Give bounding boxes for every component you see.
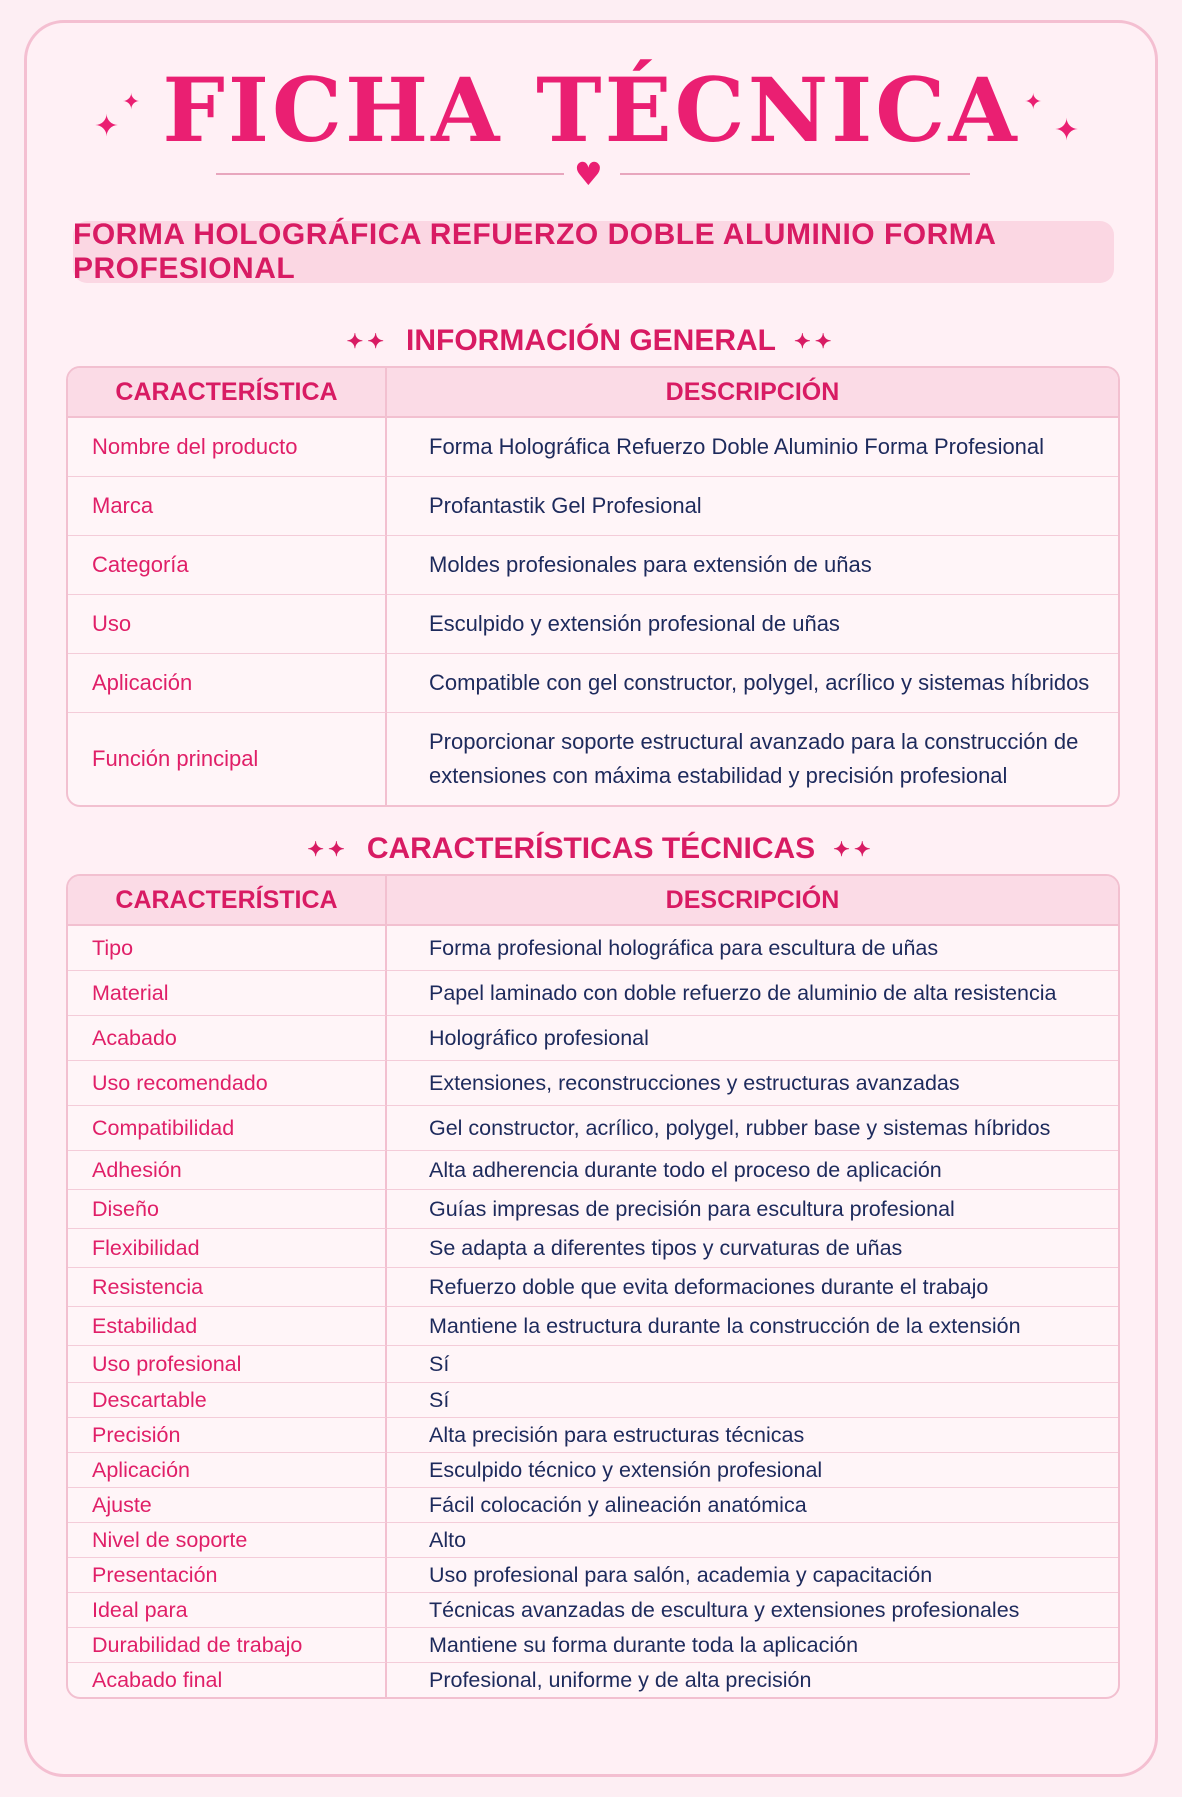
row-key: Aplicación <box>68 1453 387 1488</box>
row-value: Uso profesional para salón, academia y capacitación <box>387 1558 1118 1593</box>
row-key: Precisión <box>68 1418 387 1453</box>
row-key: Aplicación <box>68 654 387 713</box>
row-key: Flexibilidad <box>68 1229 387 1268</box>
row-key: Ajuste <box>68 1488 387 1523</box>
row-key: Uso recomendado <box>68 1061 387 1106</box>
row-key: Durabilidad de trabajo <box>68 1628 387 1663</box>
page-title: FICHA TÉCNICA <box>162 58 1020 162</box>
table-row <box>68 1593 1118 1628</box>
table-row <box>68 713 1118 805</box>
row-value: Refuerzo doble que evita deformaciones durante el trabajo <box>387 1268 1118 1307</box>
sparkle-icon: ✦ <box>94 109 120 144</box>
sparkle-icon: ✦ <box>122 90 141 115</box>
row-value: Holográfico profesional <box>387 1016 1118 1061</box>
sparkle-icon: ✦✦ <box>346 331 388 354</box>
row-value: Gel constructor, acrílico, polygel, rubber base y sistemas híbridos <box>387 1106 1118 1151</box>
technical-heading-label: CARACTERÍSTICAS TÉCNICAS <box>366 832 816 865</box>
table-row <box>68 418 1118 477</box>
table-row <box>68 1523 1118 1558</box>
row-value: Mantiene la estructura durante la construcción de la extensión <box>387 1307 1118 1346</box>
general-info-heading <box>0 321 1182 362</box>
table-row <box>68 536 1118 595</box>
row-key: Estabilidad <box>68 1307 387 1346</box>
table-row <box>68 1663 1118 1697</box>
sparkle-icon: ✦✦ <box>794 331 836 354</box>
row-key: Descartable <box>68 1383 387 1418</box>
table-row <box>68 595 1118 654</box>
row-value: Sí <box>387 1383 1118 1418</box>
column-header-description: DESCRIPCIÓN <box>387 876 1118 926</box>
row-key: Uso profesional <box>68 1346 387 1383</box>
table-row <box>68 1558 1118 1593</box>
row-value: Papel laminado con doble refuerzo de aluminio de alta resistencia <box>387 971 1118 1016</box>
row-value: Moldes profesionales para extensión de uñas <box>387 536 1118 595</box>
table-row <box>68 1307 1118 1346</box>
title-divider-right <box>620 173 970 175</box>
technical-heading <box>0 829 1182 870</box>
table-row <box>68 1016 1118 1061</box>
row-value: Mantiene su forma durante toda la aplicación <box>387 1628 1118 1663</box>
row-value: Extensiones, reconstrucciones y estructuras avanzadas <box>387 1061 1118 1106</box>
table-row <box>68 1268 1118 1307</box>
technical-table <box>66 874 1120 1699</box>
row-key: Función principal <box>68 713 387 805</box>
row-value: Profesional, uniforme y de alta precisión <box>429 1668 812 1692</box>
table-row <box>68 654 1118 713</box>
table-row <box>68 1628 1118 1663</box>
row-value: Profantastik Gel Profesional <box>387 477 1118 536</box>
product-name-banner: FORMA HOLOGRÁFICA REFUERZO DOBLE ALUMINIO FORMA PROFESIONAL <box>73 221 1114 283</box>
row-value: Alta adherencia durante todo el proceso de aplicación <box>387 1151 1118 1190</box>
row-key: Diseño <box>68 1190 387 1229</box>
row-key: Nombre del producto <box>68 418 387 477</box>
row-value: Forma profesional holográfica para escultura de uñas <box>387 926 1118 971</box>
row-key: Ideal para <box>68 1593 387 1628</box>
row-value: Técnicas avanzadas de escultura y extensiones profesionales <box>387 1593 1118 1628</box>
sparkle-icon: ✦✦ <box>307 839 349 862</box>
sparkle-icon: ✦ <box>1024 90 1043 115</box>
general-info-table <box>66 366 1120 807</box>
table-row <box>68 1190 1118 1229</box>
column-header-description: DESCRIPCIÓN <box>387 368 1118 418</box>
row-key: Nivel de soporte <box>68 1523 387 1558</box>
row-value: Se adapta a diferentes tipos y curvaturas de uñas <box>387 1229 1118 1268</box>
table-row <box>68 1106 1118 1151</box>
table-row <box>68 1346 1118 1383</box>
row-value: Compatible con gel constructor, polygel, acrílico y sistemas híbridos <box>387 654 1118 713</box>
row-key: Tipo <box>68 926 387 971</box>
table-row <box>68 926 1118 971</box>
row-value: Forma Holográfica Refuerzo Doble Aluminio Forma Profesional <box>387 418 1118 477</box>
row-value: Guías impresas de precisión para escultura profesional <box>387 1190 1118 1229</box>
row-value: Sí <box>387 1346 1118 1383</box>
row-key: Uso <box>68 595 387 654</box>
row-value: Fácil colocación y alineación anatómica <box>387 1488 1118 1523</box>
row-value: Esculpido técnico y extensión profesional <box>387 1453 1118 1488</box>
heart-icon: ♥ <box>574 155 603 193</box>
title-divider-left <box>216 173 564 175</box>
row-key: Presentación <box>68 1558 387 1593</box>
row-value: Alta precisión para estructuras técnicas <box>387 1418 1118 1453</box>
table-row <box>68 1453 1118 1488</box>
general-info-heading-label: INFORMACIÓN GENERAL <box>406 324 776 357</box>
sparkle-icon: ✦✦ <box>833 839 875 862</box>
table-row <box>68 1061 1118 1106</box>
table-row <box>68 1488 1118 1523</box>
row-value: Alto <box>387 1523 1118 1558</box>
row-key: Compatibilidad <box>68 1106 387 1151</box>
table-row <box>68 1383 1118 1418</box>
column-header-characteristic: CARACTERÍSTICA <box>68 368 387 418</box>
table-row <box>68 477 1118 536</box>
table-row <box>68 1151 1118 1190</box>
row-value: Proporcionar soporte estructural avanzado para la construcción de extensiones con máxima estabilidad y precisión profesional <box>429 729 1079 788</box>
row-key: Material <box>68 971 387 1016</box>
table-row <box>68 971 1118 1016</box>
table-row <box>68 1229 1118 1268</box>
table-row <box>68 1418 1118 1453</box>
row-key: Categoría <box>68 536 387 595</box>
row-key: Marca <box>68 477 387 536</box>
row-value: Esculpido y extensión profesional de uñas <box>387 595 1118 654</box>
row-key: Resistencia <box>68 1268 387 1307</box>
column-header-characteristic: CARACTERÍSTICA <box>68 876 387 926</box>
row-key: Acabado final <box>68 1663 387 1697</box>
row-key: Acabado <box>68 1016 387 1061</box>
sparkle-icon: ✦ <box>1054 113 1080 148</box>
row-key: Adhesión <box>68 1151 387 1190</box>
